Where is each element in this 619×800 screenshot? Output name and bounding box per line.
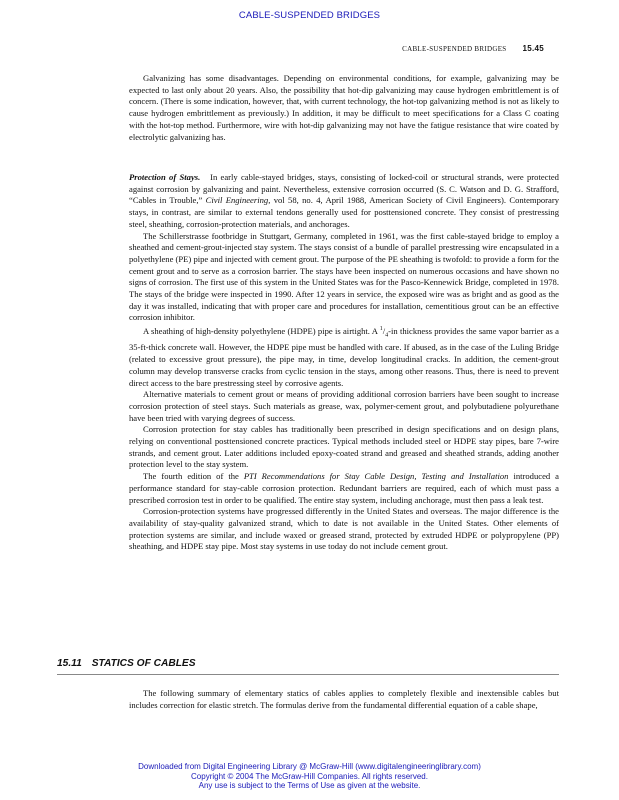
footer-download-link[interactable]: Downloaded from Digital Engineering Library @ McGraw-Hill (www.digitalengineeringlibrary.com) bbox=[138, 762, 481, 771]
protection-paragraph-6 bbox=[129, 471, 559, 506]
protection-p1-text-b: , vol 58, no. 4, April 1988, American Society of Civil Engineers). Contemporary stays, in contrast, are similar to external tendons generally used for posttensioned concrete. They consist of prestressing steel, sheathing, corrosion-protection materials, and anchorages. bbox=[129, 195, 560, 229]
journal-title: Civil Engineering bbox=[205, 195, 269, 206]
footer-copyright: Copyright © 2004 The McGraw-Hill Companies. All rights reserved. bbox=[191, 771, 428, 781]
statics-text-block bbox=[129, 688, 559, 711]
protection-paragraph-5: Corrosion protection for stay cables has traditionally been prescribed in design specifications and on design plans, relying on conventional posttensioned concrete practices. Typical methods included steel or HDPE stay pipes, bare 7-wire strands, and cement grout. Later additions included epoxy-coated strand and greased and sheathed strands, adding another protection level to the stay system. bbox=[129, 424, 559, 470]
protection-paragraph-4: Alternative materials to cement grout or means of providing additional corrosion barriers have been sought to increase corrosion protection of steel stays. Such materials as grease, wax, polymer-cement grout, and polybutadiene polyurethane have been tried with varying degrees of success. bbox=[129, 389, 559, 423]
protection-p1-text-a: In early cable-stayed bridges, stays, consisting of locked-coil or structural strands, were protected against corrosion by galvanizing and paint. Nevertheless, extensive corrosion occurred (S. C. Watson and D. G. Strafford, “Cables in Trouble,” bbox=[129, 172, 559, 206]
protection-paragraph-1 bbox=[129, 172, 559, 231]
protection-paragraph-3: A sheathing of high-density polyethylene (HDPE) pipe is airtight. A $^1/_4-in$ thickness provides the same vapor barrier as a 35-ft-thick concrete wall. However, the HDPE pipe must be handled with care. If abused, as in the case of the Luling Bridge (related to excessive grout pressure), the pipe may, in time, develop longitudinal cracks. In addition, the cement-grout column may develop transverse cracks from cyclic tension in the stays, among other reasons. Thus, there is need to prevent direct access to the bare prestressing steel by corrosive agents. bbox=[129, 326, 559, 388]
protection-p6-text-a: The fourth edition of the bbox=[143, 471, 244, 482]
pti-title: PTI Recommendations for Stay Cable Design, Testing and Installation bbox=[243, 471, 509, 482]
section-number: 15.11 bbox=[57, 658, 82, 669]
intro-text-block bbox=[129, 73, 559, 143]
section-heading bbox=[57, 658, 559, 675]
protection-paragraph-7: Corrosion-protection systems have progressed differently in the United States and overseas. The major difference is the availability of stay-quality galvanized strand, which to date is not available in the United States. Other elements of protection systems are similar, and include waxed or greased strand, protected by extruded HDPE or polypropylene (PP) sheathing, and HDPE stay pipe. Most stay systems in use today do not include cement grout. bbox=[129, 506, 559, 552]
section-title: STATICS OF CABLES bbox=[91, 658, 196, 669]
runin-heading: Protection of Stays. bbox=[129, 172, 201, 182]
running-head-title: CABLE-SUSPENDED BRIDGES bbox=[402, 45, 507, 53]
top-banner-title: CABLE-SUSPENDED BRIDGES bbox=[238, 10, 381, 21]
protection-of-stays-block bbox=[129, 172, 559, 553]
galvanizing-paragraph: Galvanizing has some disadvantages. Depending on environmental conditions, for example, galvanizing may be expected to last only about 20 years. Also, the possibility that hot-dip galvanizing may cause hydrogen embrittlement is of concern. (There is some indication, however, that, with current technology, the hot-top galvanizing method is not as likely to cause hydrogen embrittlement as previously.) In addition, it may be difficult to meet specifications for a Class C coating with the hot-top method. Furthermore, wire with hot-dip galvanizing may not have the fatigue resistance that wire coated by electrolytic galvanizing has. bbox=[129, 73, 559, 142]
footer-terms: Any use is subject to the Terms of Use as given at the website. bbox=[198, 781, 421, 791]
statics-paragraph-1: The following summary of elementary statics of cables applies to completely flexible and inextensible cables but includes correction for elastic stretch. The formulas derive from the fundamental differential equation of a cable shape, bbox=[129, 688, 559, 710]
running-head bbox=[402, 44, 544, 53]
fraction-numerator: 1 bbox=[379, 326, 383, 333]
protection-p3-text-b: -in thickness provides the same vapor barrier as a 35-ft-thick concrete wall. However, the HDPE pipe must be handled with care. If abused, as in the case of the Luling Bridge (related to excessive grout pressure), the pipe may, in time, develop longitudinal cracks. In addition, the cement-grout column may develop transverse cracks from cyclic tension in the stays, among other reasons. Thus, there is need to prevent direct access to the bare prestressing steel by corrosive agents. bbox=[129, 326, 559, 388]
protection-paragraph-2: The Schillerstrasse footbridge in Stuttgart, Germany, completed in 1961, was the first cable-stayed bridge to employ a sheathed and cement-grout-injected stay system. The stays consist of a bundle of parallel prestressing wire encapsulated in a polyethylene (PE) pipe and injected with cement grout. The purpose of the PE sheathing is twofold: to provide a form for the cement grout and to serve as a corrosion barrier. The stays have been inspected on numerous occasions and have shown no signs of corrosion. The first use of this system in the United States was for the Pasco-Kennewick Bridge, completed in 1978. The stays of the bridge were inspected in 1990. After 12 years in service, the exposed wire was as bright and as good as the day it was installed, indicating that with proper care and procedures for installation, cementitious grout can be an effective corrosion inhibitor. bbox=[129, 230, 559, 323]
page-number: 15.45 bbox=[522, 44, 544, 53]
footer-notice bbox=[0, 762, 619, 791]
protection-p6-text-b: introduced a performance standard for stay-cable corrosion protection. Redundant barriers are required, each of which must pass a prescribed corrosion test in order to be qualified. The entire stay system, including anchorage, must then pass a leak test. bbox=[129, 471, 559, 505]
fraction-denominator: 4 bbox=[385, 332, 389, 339]
protection-p3-text-a: A sheathing of high-density polyethylene (HDPE) pipe is airtight. A bbox=[143, 326, 380, 336]
